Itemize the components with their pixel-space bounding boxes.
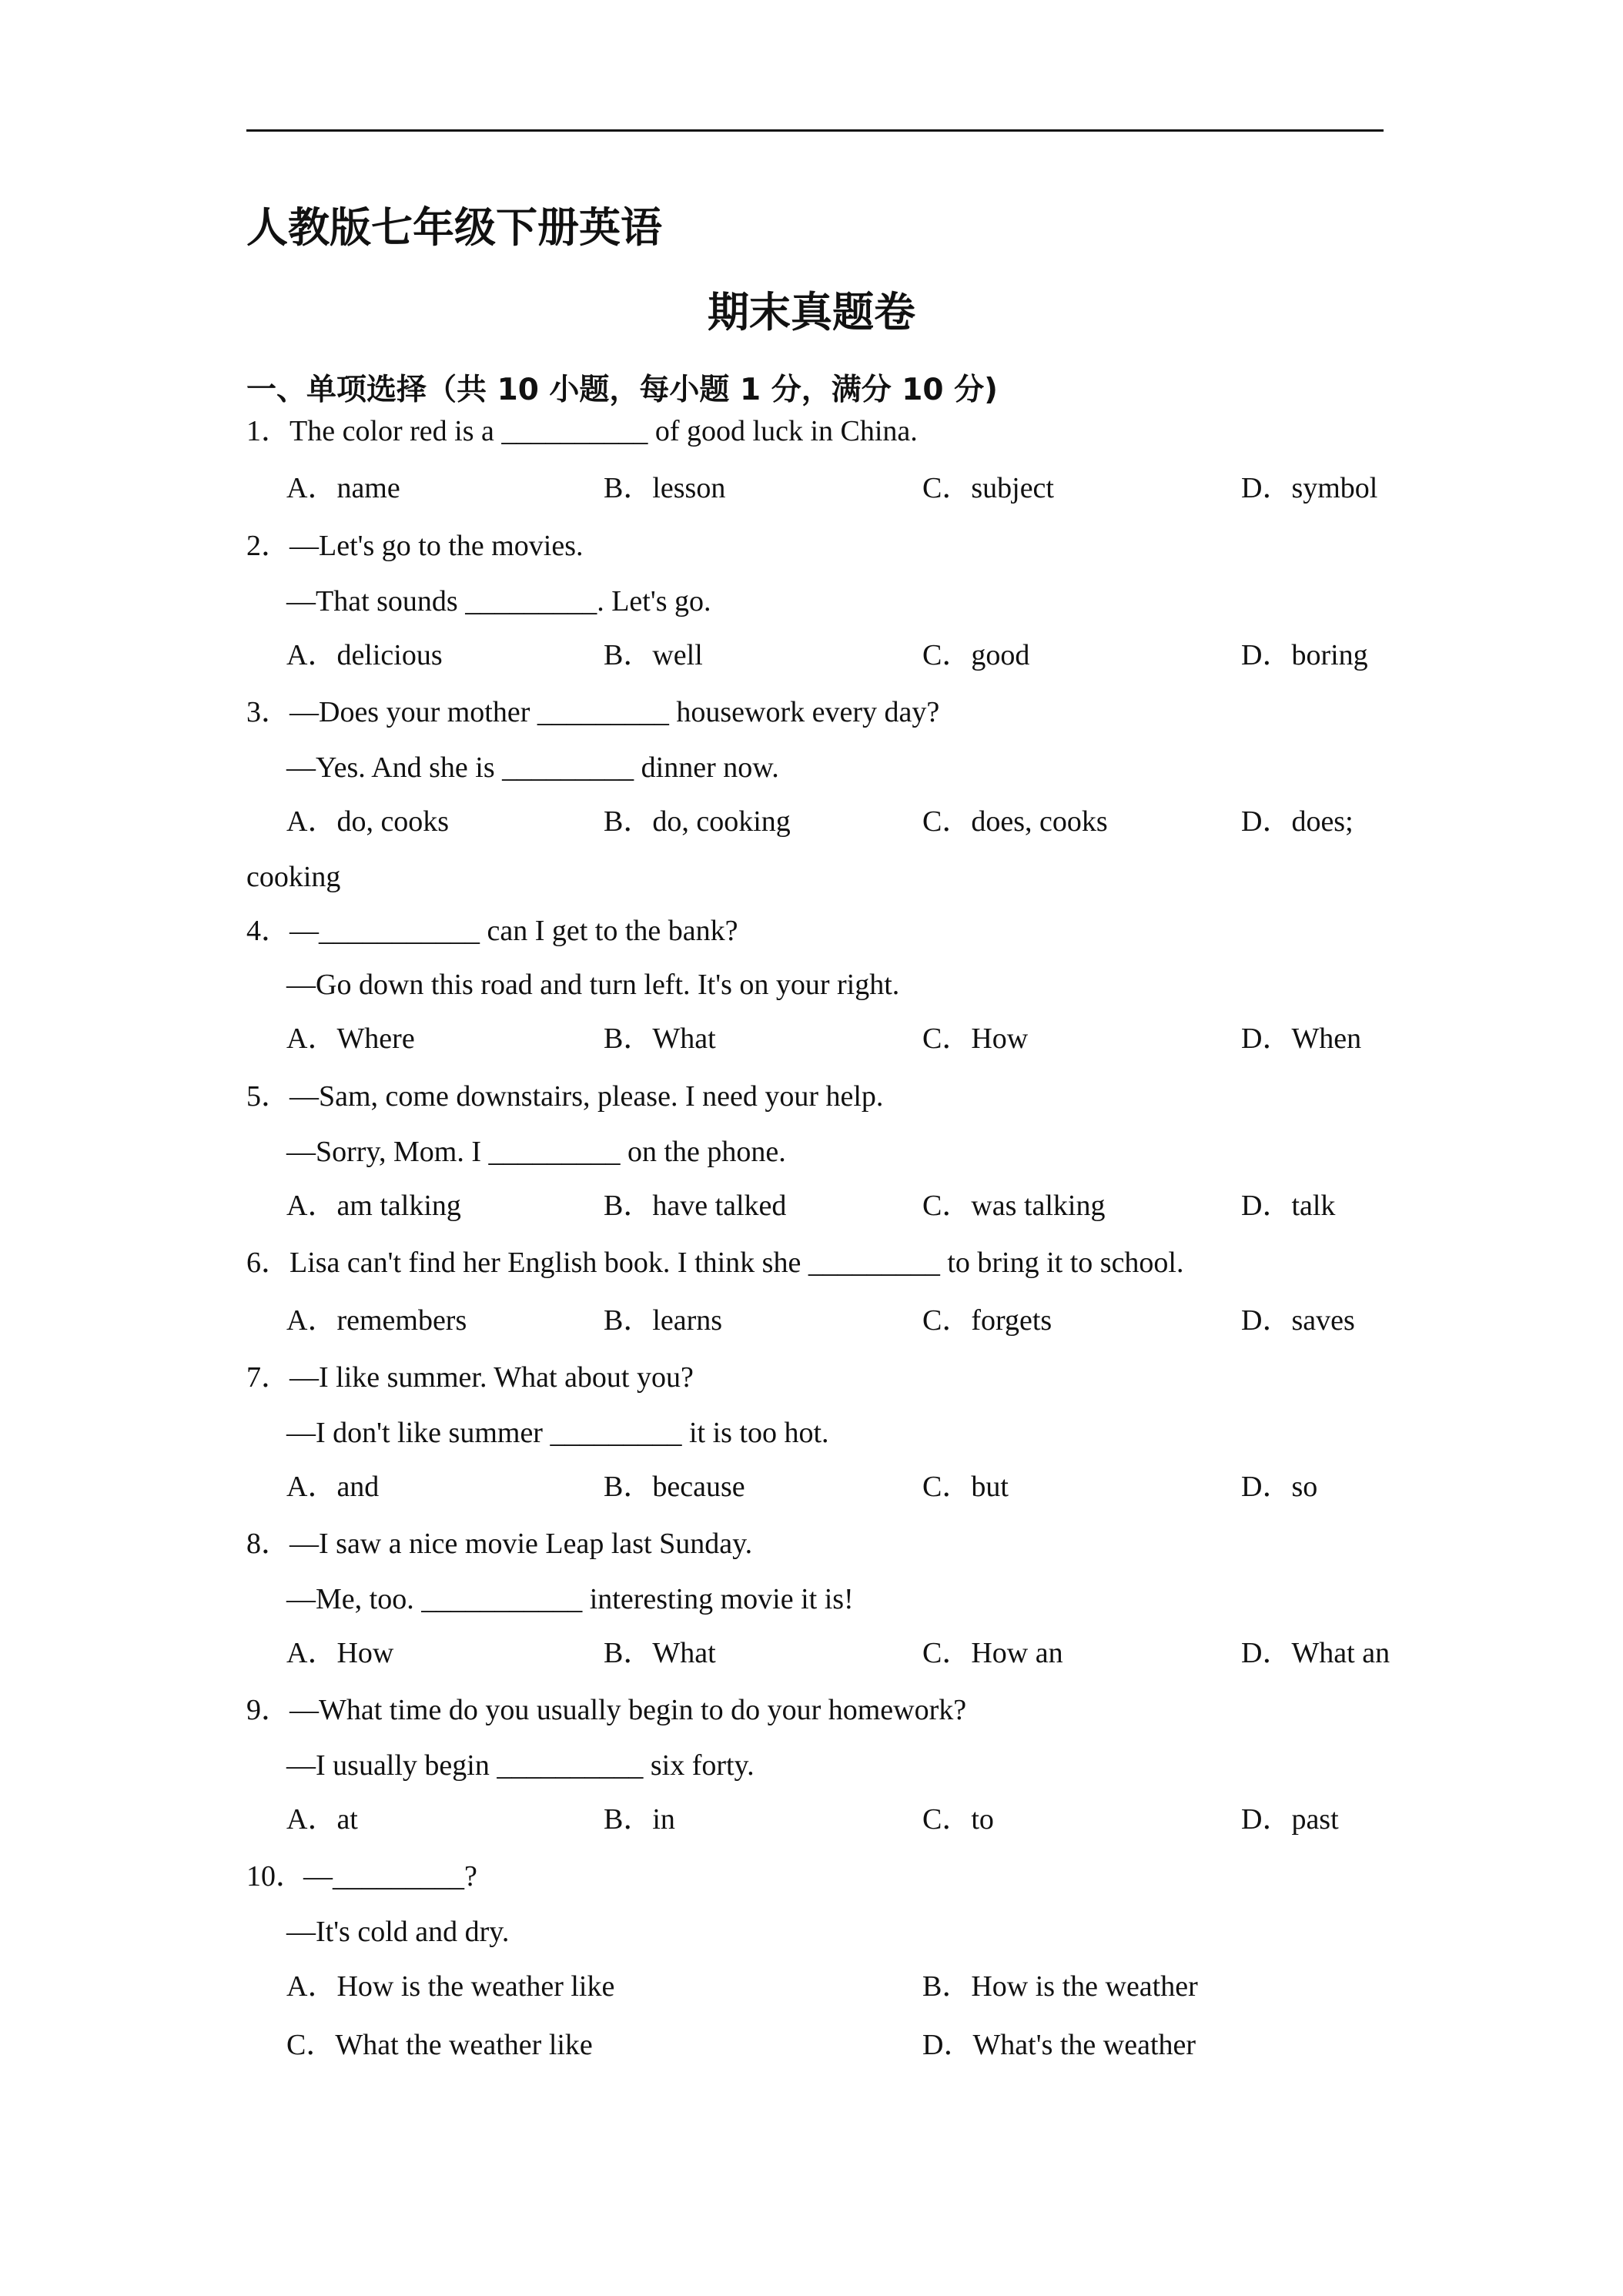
option-a: A．remembers (286, 1304, 467, 1337)
option-a: A．and (286, 1471, 380, 1503)
option-d: D．talk (1241, 1190, 1336, 1222)
option-b: B．do, cooking (604, 805, 791, 838)
option-b: B．in (604, 1803, 675, 1836)
question-stem: —I usually begin __________ six forty. (286, 1749, 755, 1782)
option-a: A．at (286, 1803, 358, 1836)
option-a: A．delicious (286, 639, 443, 671)
option-c: C．was talking (922, 1190, 1106, 1222)
option-d: D．past (1241, 1803, 1339, 1836)
question-stem: —Let's go to the movies. (289, 530, 584, 562)
option-a: A．am talking (286, 1190, 461, 1222)
option-a: A．name (286, 472, 400, 504)
question-number: 4． (246, 915, 291, 947)
question-number: 3． (246, 696, 291, 728)
question-number: 10． (246, 1860, 306, 1893)
option-c: C．to (922, 1803, 994, 1836)
option-c: C．but (922, 1471, 1009, 1503)
question-number: 2． (246, 530, 291, 562)
option-a: A．Where (286, 1022, 415, 1055)
option-c: C．How an (922, 1637, 1063, 1669)
option-c: C．forgets (922, 1304, 1052, 1337)
question-stem: —Me, too. ___________ interesting movie it is! (286, 1583, 854, 1615)
option-a: A．How (286, 1637, 394, 1669)
option-c: C．What the weather like (286, 2029, 593, 2061)
option-d-wrap: cooking (246, 861, 341, 893)
question-stem: —___________ can I get to the bank? (289, 915, 738, 947)
option-d: D．symbol (1241, 472, 1378, 504)
question-stem: —That sounds _________. Let's go. (286, 585, 711, 618)
option-b: B．How is the weather (922, 1970, 1198, 2003)
question-stem: —Go down this road and turn left. It's on your right. (286, 969, 900, 1001)
option-d: D．What's the weather (922, 2029, 1196, 2061)
option-c: C．does, cooks (922, 805, 1108, 838)
option-d: D．does; (1241, 805, 1354, 838)
option-c: C．good (922, 639, 1030, 671)
header-rule (246, 129, 1384, 132)
question-number: 9． (246, 1694, 291, 1726)
question-stem: —It's cold and dry. (286, 1916, 510, 1948)
question-stem: —Yes. And she is _________ dinner now. (286, 751, 779, 784)
option-b: B．What (604, 1637, 716, 1669)
question-stem: Lisa can't find her English book. I think she _________ to bring it to school. (289, 1247, 1184, 1279)
question-number: 8． (246, 1528, 291, 1560)
section-heading: 一、单项选择（共 10 小题，每小题 1 分，满分 10 分) (246, 373, 998, 407)
option-b: B．have talked (604, 1190, 787, 1222)
question-stem: —Sorry, Mom. I _________ on the phone. (286, 1136, 786, 1168)
option-b: B．because (604, 1471, 745, 1503)
question-stem: —I don't like summer _________ it is too hot. (286, 1417, 829, 1449)
option-a: A．How is the weather like (286, 1970, 615, 2003)
option-d: D．What an (1241, 1637, 1390, 1669)
page-title: 人教版七年级下册英语 (246, 202, 662, 252)
option-b: B．learns (604, 1304, 723, 1337)
question-stem: —I saw a nice movie Leap last Sunday. (289, 1528, 753, 1560)
option-a: A．do, cooks (286, 805, 450, 838)
option-b: B．well (604, 639, 703, 671)
option-b: B．lesson (604, 472, 726, 504)
question-number: 7． (246, 1361, 291, 1394)
question-stem: —Sam, come downstairs, please. I need your help. (289, 1080, 884, 1113)
question-number: 5． (246, 1080, 291, 1113)
question-number: 1． (246, 415, 291, 447)
question-stem: —Does your mother _________ housework every day? (289, 696, 940, 728)
question-stem: —_________? (303, 1860, 477, 1893)
option-b: B．What (604, 1022, 716, 1055)
option-d: D．boring (1241, 639, 1368, 671)
option-d: D．When (1241, 1022, 1362, 1055)
page-subtitle: 期末真题卷 (708, 287, 915, 336)
option-d: D．so (1241, 1471, 1318, 1503)
option-d: D．saves (1241, 1304, 1355, 1337)
question-stem: The color red is a __________ of good luck in China. (289, 415, 918, 447)
question-number: 6． (246, 1247, 291, 1279)
option-c: C．How (922, 1022, 1029, 1055)
question-stem: —I like summer. What about you? (289, 1361, 694, 1394)
question-stem: —What time do you usually begin to do your homework? (289, 1694, 967, 1726)
option-c: C．subject (922, 472, 1054, 504)
